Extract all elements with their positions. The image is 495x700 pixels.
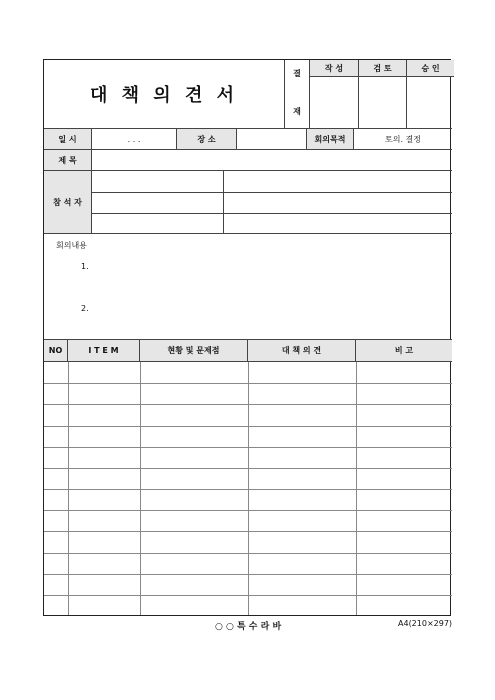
table-header — [44, 339, 452, 361]
place-label: 장 소 — [177, 129, 237, 149]
content-label: 회의내용 — [56, 241, 87, 250]
table-column-divider — [68, 362, 69, 615]
approval-grid — [309, 60, 453, 128]
table-column-divider — [140, 362, 141, 615]
place-value[interactable] — [237, 129, 307, 149]
purpose-label: 회의목적 — [307, 129, 354, 149]
approval-sign-approve[interactable] — [406, 77, 454, 128]
col-no: NO — [44, 340, 68, 361]
info-row-date — [44, 128, 452, 149]
approval-label-bottom: 재 — [293, 106, 301, 116]
meeting-content[interactable] — [44, 233, 452, 339]
col-opinion: 대 책 의 견 — [248, 340, 356, 361]
table-body[interactable] — [44, 361, 452, 615]
approval-sign-review[interactable] — [358, 77, 406, 128]
approval-col-write: 작 성 — [310, 60, 358, 77]
content-item-1: 1. — [81, 262, 89, 271]
info-row-subject — [44, 149, 452, 170]
date-label: 일 시 — [44, 129, 92, 149]
col-status: 현황 및 문제점 — [140, 340, 248, 361]
approval-label-top: 결 — [293, 68, 301, 78]
approval-sign-write[interactable] — [310, 77, 358, 128]
purpose-value[interactable]: 토의. 결정 — [385, 134, 421, 144]
footer-org: ○ ○ 특 수 라 바 — [215, 622, 282, 632]
approval-block — [284, 60, 452, 128]
subject-value[interactable] — [92, 150, 452, 170]
content-item-2: 2. — [81, 304, 89, 313]
document-title: 대 책 의 견 서 — [89, 85, 238, 106]
date-value[interactable]: . . . — [92, 129, 177, 149]
document-sheet — [43, 59, 451, 616]
table-column-divider — [248, 362, 249, 615]
attendees-section — [44, 170, 452, 233]
col-item: I T E M — [68, 340, 140, 361]
subject-label: 제 목 — [44, 150, 92, 170]
footer-paper-size: A4(210×297) — [398, 619, 453, 628]
approval-col-review: 검 토 — [358, 60, 406, 77]
attendees-grid[interactable] — [92, 171, 452, 233]
approval-col-approve: 승 인 — [406, 60, 454, 77]
table-column-divider — [356, 362, 357, 615]
attendees-label: 참 석 자 — [44, 171, 92, 233]
col-remarks: 비 고 — [394, 346, 414, 355]
